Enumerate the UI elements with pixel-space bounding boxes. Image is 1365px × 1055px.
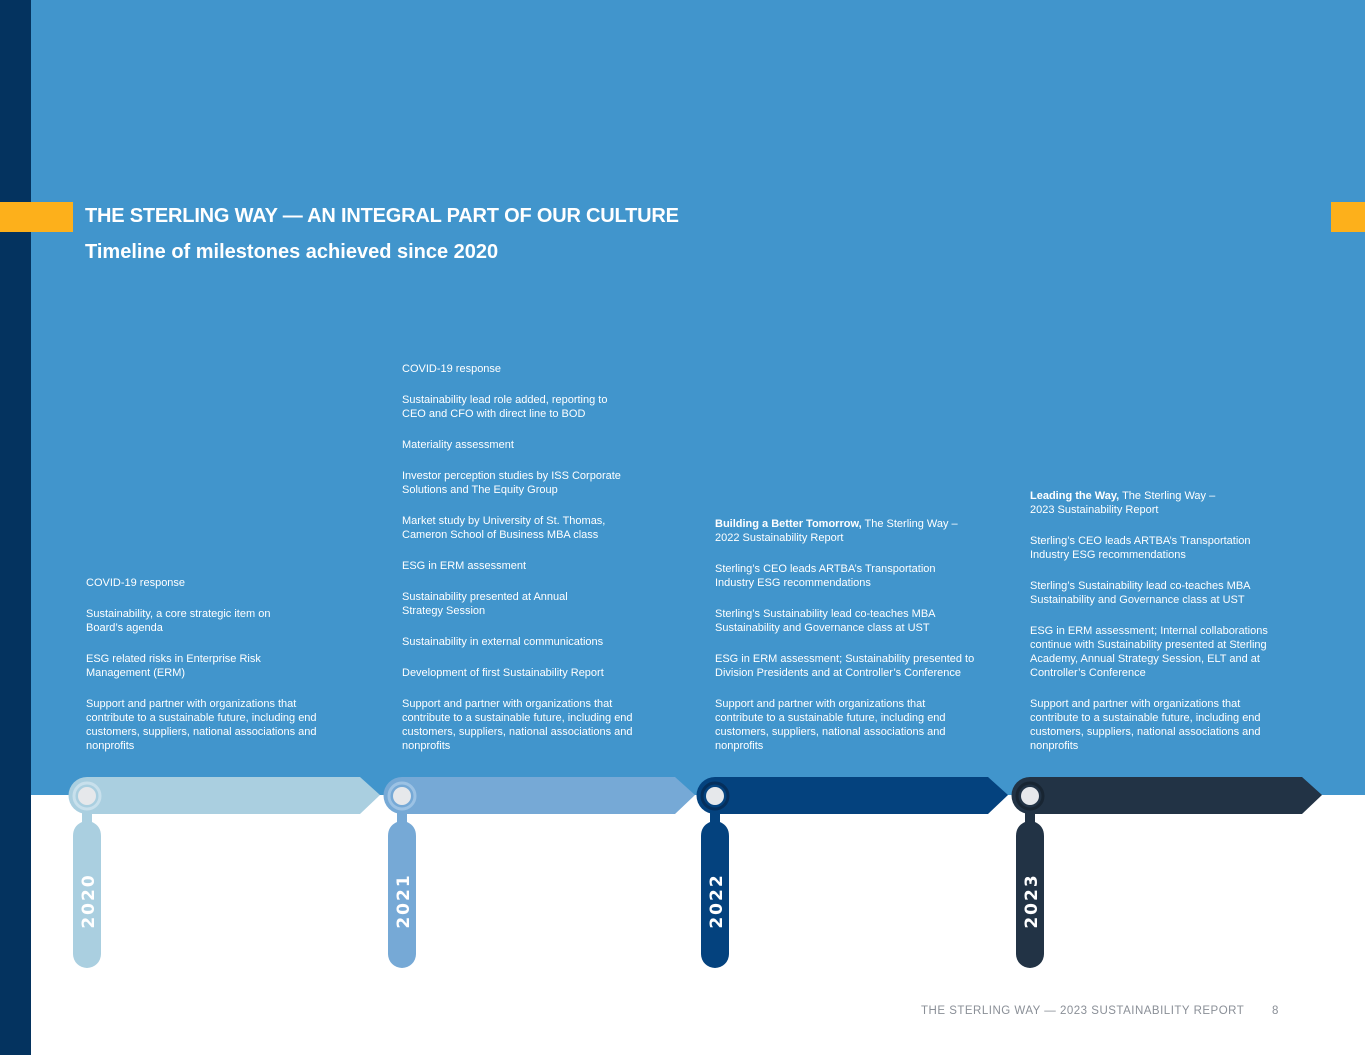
- milestone-item: ESG in ERM assessment; Internal collaborations continue with Sustainability presented at Sterling Academy, Annual Strategy Session, ELT and at Controller’s Conference: [1030, 625, 1268, 679]
- timeline-node-inner: [1021, 787, 1039, 805]
- timeline-arrow: [69, 777, 381, 814]
- milestone-item: Sterling’s Sustainability lead co-teaches MBA Sustainability and Governance class at UST: [1030, 580, 1250, 606]
- milestone-item: Support and partner with organizations that contribute to a sustainable future, including end customers, suppliers, national associations and nonprofits: [402, 698, 633, 752]
- milestone-item: Market study by University of St. Thomas, Cameron School of Business MBA class: [402, 515, 606, 541]
- timeline-segment-2023: [1012, 777, 1322, 968]
- timeline-node-inner: [393, 787, 411, 805]
- milestone-item: Sustainability in external communications: [402, 636, 604, 648]
- page-subtitle: Timeline of milestones achieved since 2020: [85, 241, 499, 263]
- milestone-item: Leading the Way, The Sterling Way – 2023 Sustainability Report: [1030, 490, 1216, 516]
- page-number: 8: [1272, 1005, 1279, 1017]
- milestone-item: Development of first Sustainability Report: [402, 667, 604, 679]
- footer-report-title: THE STERLING WAY — 2023 SUSTAINABILITY REPORT: [921, 1005, 1245, 1017]
- year-label-2020: 2020: [79, 873, 99, 929]
- timeline-segment-2022: [697, 777, 1008, 968]
- timeline-arrow: [384, 777, 695, 814]
- milestone-item: Investor perception studies by ISS Corporate Solutions and The Equity Group: [402, 470, 621, 496]
- milestone-item: Sustainability presented at Annual Strategy Session: [402, 591, 568, 617]
- timeline-node-inner: [78, 787, 96, 805]
- milestone-item: Sterling’s Sustainability lead co-teaches MBA Sustainability and Governance class at UST: [715, 608, 935, 634]
- year-label-2021: 2021: [394, 873, 414, 929]
- milestone-item: Materiality assessment: [402, 439, 514, 451]
- milestone-item: Sterling’s CEO leads ARTBA’s Transportation Industry ESG recommendations: [715, 563, 936, 589]
- year-label-2023: 2023: [1022, 873, 1042, 929]
- milestone-item: Building a Better Tomorrow, The Sterling Way – 2022 Sustainability Report: [715, 518, 958, 544]
- timeline-arrow: [697, 777, 1008, 814]
- milestone-item: ESG in ERM assessment: [402, 560, 527, 572]
- timeline-segment-2021: [384, 777, 695, 968]
- milestone-item: ESG related risks in Enterprise Risk Management (ERM): [86, 653, 261, 679]
- timeline-arrow: [1012, 777, 1322, 814]
- milestone-item: Support and partner with organizations that contribute to a sustainable future, including end customers, suppliers, national associations and nonprofits: [86, 698, 317, 752]
- year-label-2022: 2022: [707, 873, 727, 929]
- milestone-item: Support and partner with organizations that contribute to a sustainable future, including end customers, suppliers, national associations and nonprofits: [715, 698, 946, 752]
- milestone-item: COVID-19 response: [402, 363, 502, 375]
- milestone-item: COVID-19 response: [86, 577, 186, 589]
- milestone-item: Support and partner with organizations that contribute to a sustainable future, including end customers, suppliers, national associations and nonprofits: [1030, 698, 1261, 752]
- milestone-item: ESG in ERM assessment; Sustainability presented to Division Presidents and at Controller’s Conference: [715, 653, 975, 679]
- milestone-item: Sustainability lead role added, reporting to CEO and CFO with direct line to BOD: [402, 394, 608, 420]
- page-title: THE STERLING WAY — AN INTEGRAL PART OF OUR CULTURE: [85, 205, 679, 227]
- milestone-item: Sterling’s CEO leads ARTBA’s Transportation Industry ESG recommendations: [1030, 535, 1251, 561]
- timeline-segment-2020: [69, 777, 381, 968]
- timeline-node-inner: [706, 787, 724, 805]
- milestone-item: Sustainability, a core strategic item on Board’s agenda: [86, 608, 271, 634]
